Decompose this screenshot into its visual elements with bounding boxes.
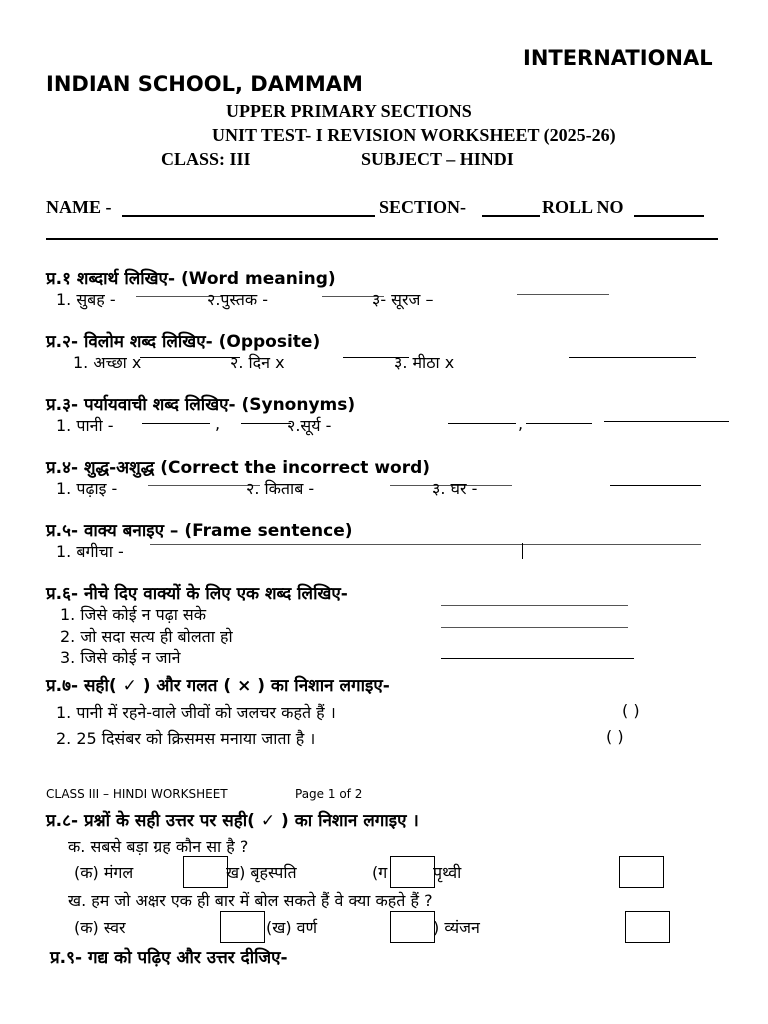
q8-opt-1d: पृथ्वी — [433, 863, 462, 882]
q1-item-2: २.पुस्तक - — [207, 290, 268, 309]
q6-item-3: 3. जिसे कोई न जाने — [60, 648, 181, 667]
q4-blank-1[interactable] — [148, 485, 260, 486]
q7-item-2: 2. 25 दिसंबर को क्रिसमस मनाया जाता है । — [56, 729, 316, 748]
q8-opt-1b: ख) बृहस्पति — [226, 863, 297, 882]
q8-opt-1a: (क) मंगल — [74, 863, 134, 882]
q7-answer-1[interactable]: ( ) — [622, 701, 640, 720]
q2-blank-1[interactable] — [140, 357, 240, 358]
section-label: SECTION- — [379, 197, 467, 217]
q8-box-1b[interactable] — [390, 856, 435, 888]
q1-blank-3[interactable] — [517, 294, 609, 295]
q8-box-2b[interactable] — [390, 911, 435, 943]
q8-opt-1c: (ग — [372, 863, 388, 882]
q8-opt-2a: (क) स्वर — [74, 918, 126, 937]
check-mark-icon: ( ✓ ) — [247, 811, 289, 831]
name-blank[interactable] — [122, 215, 375, 217]
q2-item-3: ३. मीठा x — [394, 353, 455, 372]
q2-blank-3[interactable] — [569, 357, 696, 358]
worksheet-title: UNIT TEST- I REVISION WORKSHEET (2025-26) — [212, 125, 616, 145]
divider — [46, 238, 718, 240]
q4-item-1: 1. पढ़ाइ - — [56, 479, 118, 498]
q8-box-1c[interactable] — [619, 856, 664, 888]
section-blank[interactable] — [482, 215, 540, 217]
q6-item-1: 1. जिसे कोई न पढ़ा सके — [60, 605, 207, 624]
q4-title: प्र.४- शुद्ध-अशुद्ध (Correct the incorrect word) — [46, 458, 431, 478]
page-number: Page 1 of 2 — [295, 787, 363, 801]
q6-item-2: 2. जो सदा सत्य ही बोलता हो — [60, 627, 233, 646]
q7-title: प्र.७- सही( ✓ ) और गलत ( × ) का निशान लगाइए- — [46, 676, 390, 696]
q9-title: प्र.९- गद्य को पढ़िए और उत्तर दीजिए- — [50, 948, 288, 968]
class-label: CLASS: III — [161, 149, 251, 169]
text-cursor — [522, 543, 523, 559]
q4-item-3: ३. घर - — [432, 479, 478, 498]
check-mark-icon: ( ✓ ) — [108, 676, 151, 696]
q8-title: प्र.८- प्रश्नों के सही उत्तर पर सही( ✓ ) का निशान लगाइए । — [46, 811, 419, 831]
q5-title: प्र.५- वाक्य बनाइए – (Frame sentence) — [46, 521, 353, 541]
q5-blank[interactable] — [150, 544, 701, 545]
q8-sub-2: ख. हम जो अक्षर एक ही बार में बोल सकते हैं वे क्या कहते हैं ? — [68, 891, 433, 910]
q2-title: प्र.२- विलोम शब्द लिखिए- (Opposite) — [46, 332, 321, 352]
q2-item-1: 1. अच्छा x — [73, 353, 142, 372]
q4-blank-3[interactable] — [610, 485, 701, 486]
q3-title: प्र.३- पर्यायवाची शब्द लिखिए- (Synonyms) — [46, 395, 356, 415]
q6-blank-3[interactable] — [441, 658, 634, 659]
q8-box-2c[interactable] — [625, 911, 670, 943]
section-heading: UPPER PRIMARY SECTIONS — [226, 101, 472, 121]
school-name-line2: INDIAN SCHOOL, DAMMAM — [46, 72, 363, 96]
footer-label: CLASS III – HINDI WORKSHEET — [46, 787, 228, 801]
q3-sep-2: , — [518, 414, 524, 433]
q3-blank-2a[interactable] — [448, 423, 516, 424]
q8-box-2a[interactable] — [220, 911, 265, 943]
q7-item-1: 1. पानी में रहने-वाले जीवों को जलचर कहते हैं । — [56, 703, 336, 722]
roll-label: ROLL NO — [542, 197, 624, 217]
q1-item-3: ३- सूरज – — [372, 290, 434, 309]
roll-blank[interactable] — [634, 215, 704, 217]
q8-opt-2c: ) व्यंजन — [433, 918, 480, 937]
q3-blank-2b[interactable] — [526, 423, 592, 424]
q3-blank-1a[interactable] — [142, 423, 210, 424]
q3-blank-1b[interactable] — [241, 423, 291, 424]
subject-label: SUBJECT – HINDI — [361, 149, 514, 169]
q1-title: प्र.१ शब्दार्थ लिखिए- (Word meaning) — [46, 269, 336, 289]
cross-mark-icon: ( × ) — [223, 676, 266, 696]
q4-item-2: २. किताब - — [246, 479, 315, 498]
q3-blank-3[interactable] — [604, 421, 729, 422]
q3-item-1: 1. पानी - — [56, 416, 114, 435]
q8-sub-1: क. सबसे बड़ा ग्रह कौन सा है ? — [68, 837, 249, 856]
q8-opt-2b: (ख) वर्ण — [266, 918, 318, 937]
q6-blank-2[interactable] — [441, 627, 628, 628]
name-label: NAME - — [46, 197, 112, 217]
q6-blank-1[interactable] — [441, 605, 628, 606]
q2-item-2: २. दिन x — [230, 353, 285, 372]
q5-item-1: 1. बगीचा - — [56, 542, 124, 561]
q7-answer-2[interactable]: ( ) — [606, 727, 624, 746]
q1-item-1: 1. सुबह - — [56, 290, 116, 309]
q3-item-2: २.सूर्य - — [287, 416, 332, 435]
q8-box-1a[interactable] — [183, 856, 228, 888]
q3-sep-1: , — [215, 414, 221, 433]
school-name-line1: INTERNATIONAL — [523, 46, 713, 70]
q6-title: प्र.६- नीचे दिए वाक्यों के लिए एक शब्द लिखिए- — [46, 584, 348, 604]
